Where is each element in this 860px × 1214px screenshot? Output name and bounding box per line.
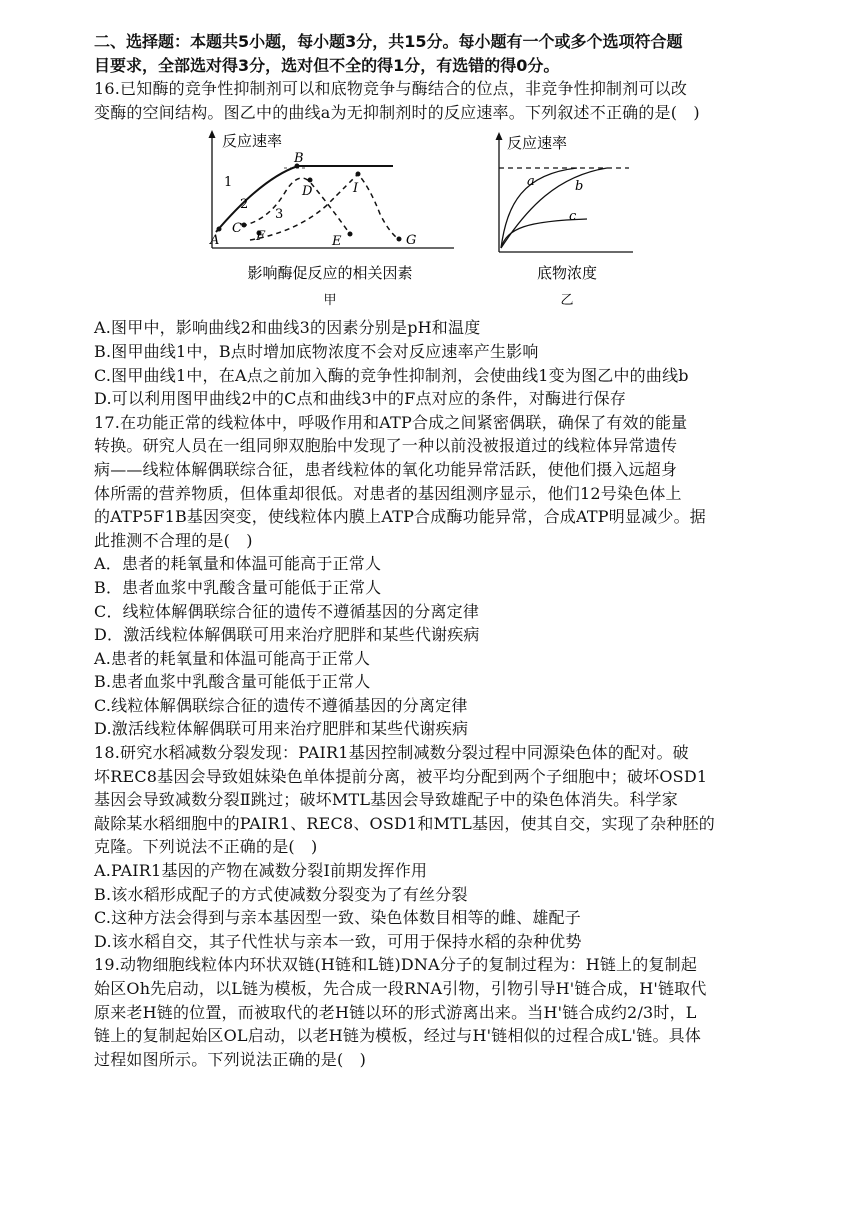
q16-option-d: D.可以利用图甲曲线2中的C点和曲线3中的F点对应的条件，对酶进行保存 xyxy=(94,389,627,409)
q17-stem-line-3: 病——线粒体解偶联综合征，患者线粒体的氧化功能异常活跃，使他们摄入远超身 xyxy=(94,459,678,479)
q19-stem-line-2: 始区Oh先启动，以L链为模板，先合成一段RNA引物，引物引导H'链合成，H'链取代 xyxy=(94,979,707,998)
yi-y-axis-arrow xyxy=(496,132,503,140)
yi-label-b: b xyxy=(575,179,584,195)
q17-option-c-fullwidth: C．线粒体解偶联综合征的遗传不遵循基因的分离定律 xyxy=(94,601,480,621)
yi-label-c: c xyxy=(569,209,577,225)
section-heading-line-2: 目要求，全部选对得3分，选对但不全的得1分，有选错的得0分。 xyxy=(94,55,560,75)
q17-stem-line-2: 转换。研究人员在一组同卵双胞胎中发现了一种以前没被报道过的线粒体异常遗传 xyxy=(94,436,678,456)
q18-stem-line-4: 敲除某水稻细胞中的PAIR1、REC8、OSD1和MTL基因，使其自交，实现了杂种胚的 xyxy=(94,813,715,833)
yi-curve-b xyxy=(501,168,607,248)
figure-yi xyxy=(487,128,637,314)
q17-stem-line-5: 的ATP5F1B基因突变，使线粒体内膜上ATP合成酶功能异常，合成ATP明显减少。据 xyxy=(94,507,706,527)
q17-option-c: C.线粒体解偶联综合征的遗传不遵循基因的分离定律 xyxy=(94,695,468,715)
q17-stem-line-4: 体所需的营养物质，但体重却很低。对患者的基因组测序显示，他们12号染色体上 xyxy=(94,483,682,503)
jia-point-A xyxy=(217,227,222,232)
q17-option-d-fullwidth: D．激活线粒体解偶联可用来治疗肥胖和某些代谢疾病 xyxy=(94,625,480,645)
q18-stem-line-2: 坏REC8基因会导致姐妹染色单体提前分离，被平均分配到两个子细胞中；破坏OSD1 xyxy=(94,766,708,786)
jia-caption: 甲 xyxy=(323,293,337,309)
q18-stem-line-1: 18.研究水稻减数分裂发现：PAIR1基因控制减数分裂过程中同源染色体的配对。破 xyxy=(94,743,689,763)
q18-stem-line-5: 克隆。下列说法不正确的是( ) xyxy=(94,837,318,857)
q17-option-a: A.患者的耗氧量和体温可能高于正常人 xyxy=(94,648,371,668)
jia-label-I: I xyxy=(353,181,359,197)
q18-stem-line-3: 基因会导致减数分裂Ⅱ跳过；破坏MTL基因会导致雄配子中的染色体消失。科学家 xyxy=(94,790,678,810)
jia-label-C: C xyxy=(232,221,242,237)
figure-jia xyxy=(198,128,460,314)
q17-option-a-fullwidth: A．患者的耗氧量和体温可能高于正常人 xyxy=(94,554,382,574)
jia-label-D: D xyxy=(302,184,313,200)
q17-option-d: D.激活线粒体解偶联可用来治疗肥胖和某些代谢疾病 xyxy=(94,719,469,739)
jia-curve-label-3: 3 xyxy=(275,207,284,223)
jia-label-F: F xyxy=(256,229,266,245)
q17-stem-line-1: 17.在功能正常的线粒体中，呼吸作用和ATP合成之间紧密偶联，确保了有效的能量 xyxy=(94,412,688,432)
q16-option-a: A.图甲中，影响曲线2和曲线3的因素分别是pH和温度 xyxy=(94,318,481,338)
q16-stem-line-1: 16.已知酶的竞争性抑制剂可以和底物竞争与酶结合的位点，非竞争性抑制剂可以改 xyxy=(94,79,688,99)
q17-stem-line-6: 此推测不合理的是( ) xyxy=(94,530,253,550)
q18-option-a: A.PAIR1基因的产物在减数分裂Ⅰ前期发挥作用 xyxy=(94,861,428,881)
q18-option-b: B.该水稻形成配子的方式使减数分裂变为了有丝分裂 xyxy=(94,884,468,904)
yi-caption: 乙 xyxy=(560,293,574,309)
section-heading-line-1: 二、选择题：本题共5小题，每小题3分，共15分。每小题有一个或多个选项符合题 xyxy=(94,32,683,51)
yi-label-a: a xyxy=(527,174,535,190)
q16-figures xyxy=(94,128,774,314)
jia-label-B: B xyxy=(294,151,304,167)
jia-label-A: A xyxy=(210,233,220,249)
jia-point-E xyxy=(348,232,353,237)
yi-xlabel: 底物浓度 xyxy=(536,264,598,283)
q19-stem-line-4: 链上的复制起始区OL启动，以老H链为模板，经过与H'链相似的过程合成L'链。具体 xyxy=(94,1026,702,1046)
q16-option-b: B.图甲曲线1中，B点时增加底物浓度不会对反应速率产生影响 xyxy=(94,341,539,361)
jia-y-axis-arrow xyxy=(209,130,216,138)
yi-ylabel: 反应速率 xyxy=(507,134,568,153)
jia-point-C xyxy=(242,223,247,228)
jia-label-E: E xyxy=(332,234,342,250)
jia-point-I xyxy=(356,172,361,177)
jia-curve-label-1: 1 xyxy=(224,175,233,191)
jia-point-D xyxy=(308,178,313,183)
jia-curve-label-2: 2 xyxy=(240,197,249,213)
q16-stem-line-2: 变酶的空间结构。图乙中的曲线a为无抑制剂时的反应速率。下列叙述不正确的是( ) xyxy=(94,102,700,122)
jia-label-G: G xyxy=(406,233,417,249)
q17-option-b: B.患者血浆中乳酸含量可能低于正常人 xyxy=(94,672,371,692)
jia-ylabel: 反应速率 xyxy=(222,132,283,151)
q19-stem-line-5: 过程如图所示。下列说法正确的是( ) xyxy=(94,1049,367,1069)
q18-option-d: D.该水稻自交，其子代性状与亲本一致，可用于保持水稻的杂种优势 xyxy=(94,931,582,951)
yi-curve-a xyxy=(501,168,577,248)
jia-xlabel: 影响酶促反应的相关因素 xyxy=(247,264,413,283)
q16-option-c: C.图甲曲线1中，在A点之前加入酶的竞争性抑制剂，会使曲线1变为图乙中的曲线b xyxy=(94,365,689,385)
jia-point-G xyxy=(397,237,402,242)
q19-stem-line-3: 原来老H链的位置，而被取代的老H链以环的形式游离出来。当H'链合成约2/3时，L xyxy=(94,1002,697,1022)
q17-option-b-fullwidth: B．患者血浆中乳酸含量可能低于正常人 xyxy=(94,577,382,597)
q18-option-c: C.这种方法会得到与亲本基因型一致、染色体数目相等的雌、雄配子 xyxy=(94,908,581,928)
q19-stem-line-1: 19.动物细胞线粒体内环状双链(H链和L链)DNA分子的复制过程为：H链上的复制起 xyxy=(94,955,698,975)
jia-curve-3 xyxy=(250,174,400,240)
exam-page xyxy=(94,30,774,1071)
